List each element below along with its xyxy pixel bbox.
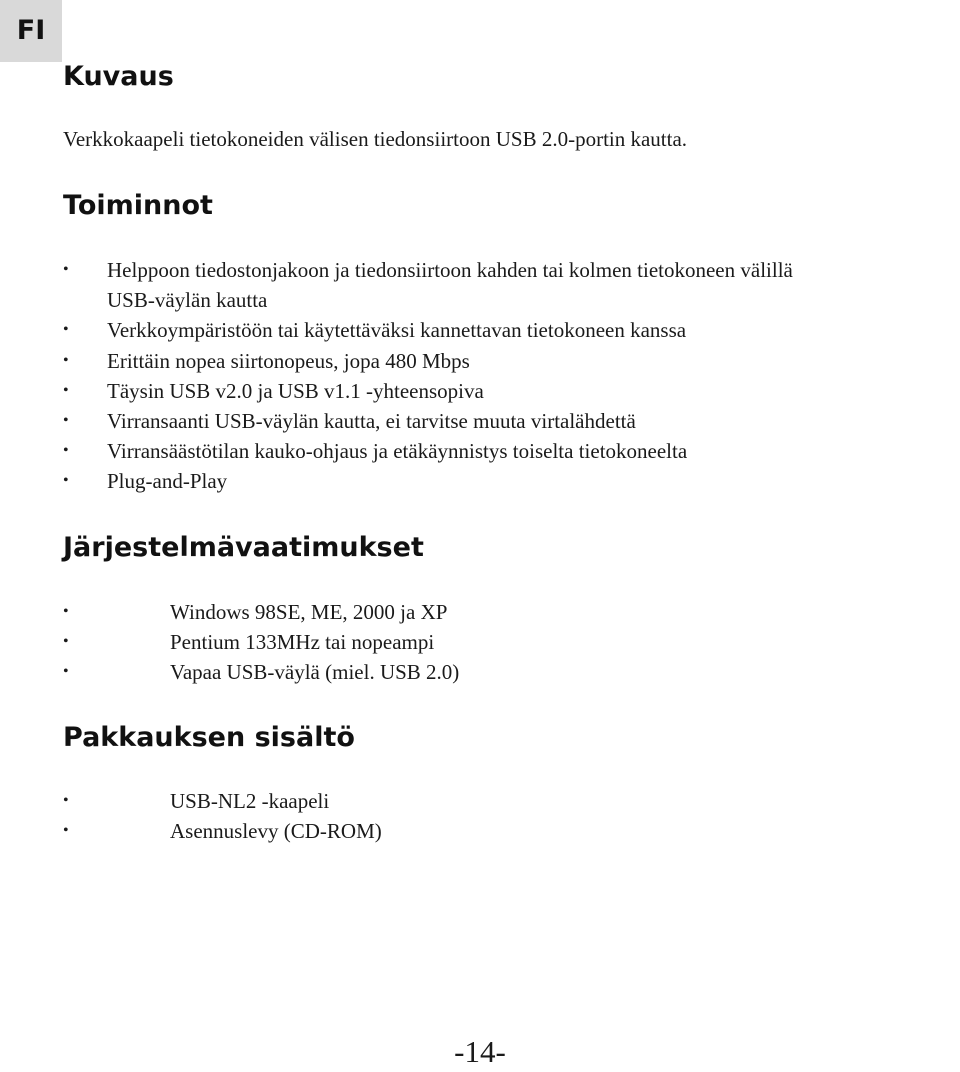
list-item-text: Windows 98SE, ME, 2000 ja XP [170,600,448,624]
bullet-icon: • [63,351,69,369]
list-item-text: USB-NL2 -kaapeli [170,789,330,813]
list-item [63,816,382,846]
page-number: -14- [454,1034,506,1069]
bullet-icon: • [63,633,69,651]
heading-kuvaus: Kuvaus [63,61,174,92]
list-item-text: Täysin USB v2.0 ja USB v1.1 -yhteensopiva [107,378,484,403]
bullet-icon: • [63,381,69,399]
bullet-icon: • [63,603,69,620]
list-item [63,627,459,657]
language-tab: FI [0,0,62,62]
heading-jarjestelmavaatimukset: Järjestelmävaatimukset [63,532,424,563]
list-item-text-continuation: USB-väylän kautta [107,288,268,313]
bullet-icon: • [63,442,69,460]
list-item-text: Erittäin nopea siirtonopeus, jopa 480 Mbps [107,348,470,373]
list-item [63,657,459,687]
bullet-icon: • [63,663,69,681]
bullet-icon: • [63,822,69,840]
list-item-text: Virransäästötilan kauko-ohjaus ja etäkäynnistys toiselta tietokoneelta [107,439,688,464]
list-item [63,376,793,406]
bullet-icon: • [63,792,69,809]
jarjestelmavaatimukset-list [63,597,459,688]
list-item [63,786,382,816]
list-item [63,466,793,496]
heading-pakkauksen-sisalto: Pakkauksen sisältö [63,722,355,753]
list-item-text: Pentium 133MHz tai nopeampi [170,630,435,655]
heading-toiminnot: Toiminnot [63,190,213,221]
bullet-icon: • [63,472,69,490]
list-item [63,255,793,315]
list-item-text: Vapaa USB-väylä (miel. USB 2.0) [170,660,460,685]
list-item-text: Asennuslevy (CD-ROM) [170,819,382,844]
list-item-text: Plug-and-Play [107,469,228,494]
list-item-text: Virransaanti USB-väylän kautta, ei tarvitse muuta virtalähdettä [107,409,636,434]
list-item [63,315,793,345]
bullet-icon: • [63,412,69,430]
pakkauksen-sisalto-list [63,786,382,846]
toiminnot-list [63,255,793,497]
list-item [63,346,793,376]
list-item-text: Helppoon tiedostonjakoon ja tiedonsiirtoon kahden tai kolmen tietokoneen välillä [107,258,793,282]
list-item [63,406,793,436]
bullet-icon: • [63,261,69,278]
list-item [63,597,459,627]
kuvaus-text: Verkkokaapeli tietokoneiden välisen tiedonsiirtoon USB 2.0-portin kautta. [63,127,688,151]
list-item-text: Verkkoympäristöön tai käytettäväksi kannettavan tietokoneen kanssa [107,318,687,343]
list-item [63,436,793,466]
bullet-icon: • [63,321,69,339]
